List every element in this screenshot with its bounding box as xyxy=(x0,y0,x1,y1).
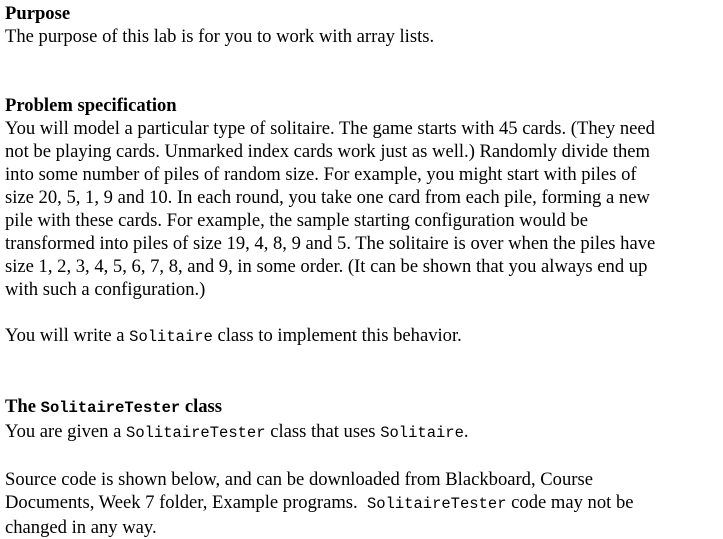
source-line xyxy=(5,491,721,516)
problem-line: You will model a particular type of solitaire. The game starts with 45 cards. (They need xyxy=(5,118,655,139)
spacer xyxy=(5,349,721,395)
tester-heading xyxy=(5,395,721,420)
given-suffix: . xyxy=(463,421,469,442)
write-prefix: You will write a xyxy=(5,325,130,346)
write-class-sentence xyxy=(5,324,721,349)
given-prefix: You are given a xyxy=(5,421,127,442)
tester-heading-code: SolitaireTester xyxy=(40,399,181,417)
problem-spec-heading: Problem specification xyxy=(5,95,177,116)
problem-line: not be playing cards. Unmarked index cards work just as well.) Randomly divide them xyxy=(5,141,650,162)
write-suffix: class to implement this behavior. xyxy=(212,325,462,346)
problem-line: size 1, 2, 3, 4, 5, 6, 7, 8, and 9, in some order. (It can be shown that you always end up xyxy=(5,256,648,277)
tester-given-sentence xyxy=(5,420,721,445)
purpose-heading: Purpose xyxy=(5,3,71,24)
source-line: Source code is shown below, and can be downloaded from Blackboard, Course xyxy=(5,469,593,490)
purpose-text: The purpose of this lab is for you to work with array lists. xyxy=(5,26,435,47)
solitaire-class-code: Solitaire xyxy=(380,424,464,442)
problem-line: size 20, 5, 1, 9 and 10. In each round, you take one card from each pile, forming a new xyxy=(5,187,650,208)
spacer xyxy=(5,301,721,324)
problem-line: pile with these cards. For example, the sample starting configuration would be xyxy=(5,210,588,231)
given-middle: class that uses xyxy=(265,421,381,442)
problem-line: into some number of piles of random size. For example, you might start with piles of xyxy=(5,164,637,185)
tester-heading-prefix: The xyxy=(5,396,41,417)
problem-line: transformed into piles of size 19, 4, 8, 9 and 5. The solitaire is over when the piles have xyxy=(5,233,656,254)
solitaire-class-code: Solitaire xyxy=(129,328,213,346)
tester-heading-suffix: class xyxy=(180,396,223,417)
tester-class-code: SolitaireTester xyxy=(366,495,507,513)
source-code-paragraph xyxy=(5,468,721,539)
source-line-prefix: Documents, Week 7 folder, Example programs. xyxy=(5,492,367,513)
source-line-suffix: code may not be xyxy=(506,492,634,513)
spacer xyxy=(5,48,721,94)
spacer xyxy=(5,445,721,468)
tester-class-code: SolitaireTester xyxy=(126,424,266,442)
problem-line: with such a configuration.) xyxy=(5,279,206,300)
source-line: changed in any way. xyxy=(5,517,157,538)
problem-spec-paragraph xyxy=(5,117,721,301)
document-page xyxy=(5,2,721,539)
